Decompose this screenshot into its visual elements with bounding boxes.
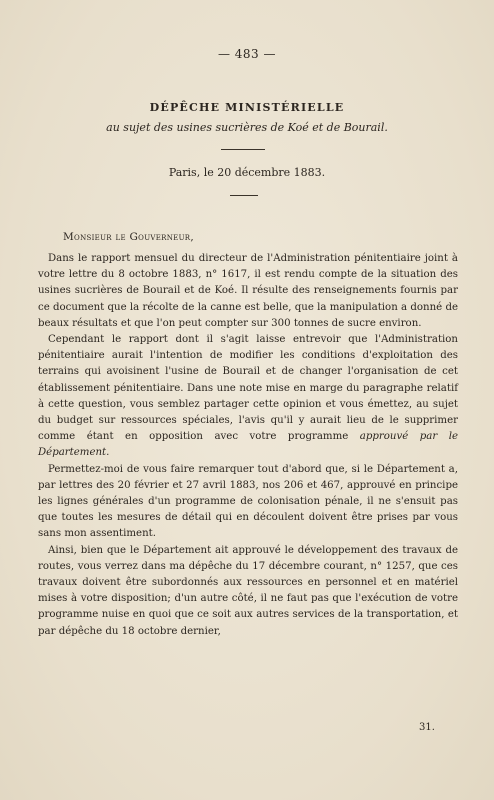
salutation: Monsieur le Gouverneur, xyxy=(63,231,194,243)
folio-signature: 31. xyxy=(419,722,435,733)
title-divider xyxy=(221,149,265,150)
paragraph-2-italic: approuvé par le Département. xyxy=(38,431,458,459)
paragraph-3: Permettez-moi de vous faire remarquer tout d'abord que, si le Département a, par lettres des 20 février et 27 avril 1883, nos 206 et 467, approuvé en principe les lignes générales d'un programme de colonisation pénale, il ne s'ensuit pas que toutes les mesures de détail qui en découlent doivent être prises par vous sans mon assentiment. xyxy=(38,463,458,540)
document-subtitle: au sujet des usines sucrières de Koé et de Bourail. xyxy=(106,121,388,134)
document-title: DÉPÊCHE MINISTÉRIELLE xyxy=(149,101,345,114)
dateline: Paris, le 20 décembre 1883. xyxy=(168,166,326,179)
letter-body xyxy=(38,251,458,640)
page-number: — 483 — xyxy=(217,47,277,61)
dateline-divider xyxy=(230,195,258,196)
paragraph-2-text: Cependant le rapport dont il s'agit laisse entrevoir que l'Administration pénitentiaire aurait l'intention de modifier les conditions d'exploitation des terrains qui avoisinent l'usine de Bourail et de changer l'organisation de cet établissement pénitentiaire. Dans une note mise en marge du paragraphe relatif à cette question, vous semblez partager cette opinion et vous émettez, au sujet du budget sur ressources spéciales, l'avis qu'il y aurait lieu de le supprimer comme étant en opposition avec votre programme xyxy=(38,334,458,443)
paragraph-1: Dans le rapport mensuel du directeur de l'Administration pénitentiaire joint à votre lettre du 8 octobre 1883, n° 1617, il est rendu compte de la situation des usines sucrières de Bourail et de Koé. Il résulte des renseignements fournis par ce document que la récolte de la canne est belle, que la manipulation a donné de beaux résultats et que l'on peut compter sur 300 tonnes de sucre environ. xyxy=(38,253,458,329)
paragraph-2 xyxy=(38,332,458,462)
paragraph-4: Ainsi, bien que le Département ait approuvé le développement des travaux de routes, vous verrez dans ma dépêche du 17 décembre courant, n° 1257, que ces travaux doivent être subordonnés aux ressources en personnel et en matériel mises à votre disposition; d'un autre côté, il ne faut pas que l'exécution de votre programme nuise en quoi que ce soit aux autres services de la transportation, et par dépêche du 18 octobre dernier, xyxy=(38,544,458,637)
